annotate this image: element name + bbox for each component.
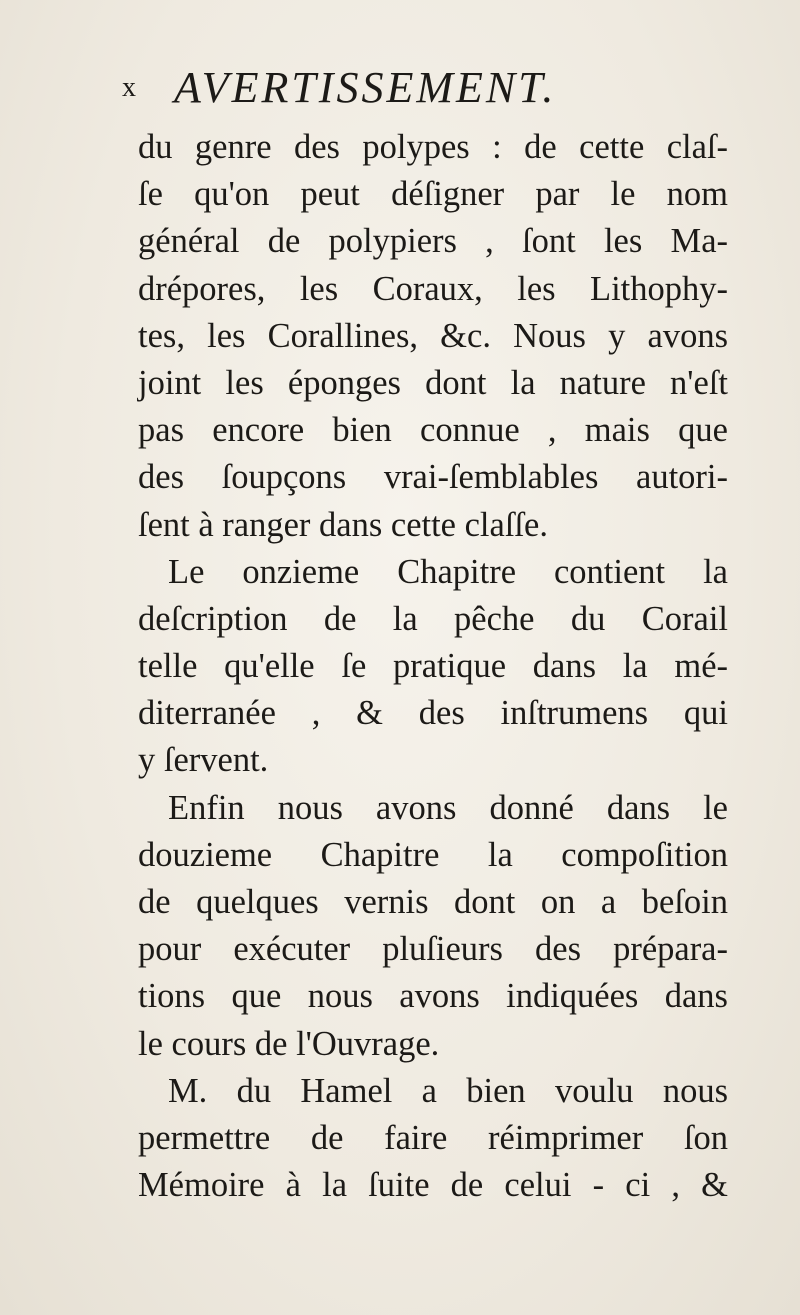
running-title: AVERTISSEMENT.	[174, 63, 557, 112]
text-line: tions que nous avons indiquées dans	[138, 977, 728, 1016]
text-line: M. du Hamel a bien voulu nous	[168, 1071, 728, 1110]
text-line: Enfin nous avons donné dans le	[168, 788, 728, 827]
text-line: des ſoupçons vrai-ſemblables autori-	[138, 458, 728, 497]
text-line: deſcription de la pêche du Corail	[138, 599, 728, 638]
text-line: y ſervent.	[138, 741, 269, 780]
body-text	[138, 124, 728, 1209]
text-line: général de polypiers , ſont les Ma-	[138, 222, 728, 261]
text-line: tes, les Corallines, &c. Nous y avons	[138, 316, 728, 355]
text-line: telle qu'elle ſe pratique dans la mé-	[138, 647, 728, 686]
text-line: du genre des polypes : de cette claſ-	[138, 128, 728, 166]
text-line: pour exécuter pluſieurs des prépara-	[138, 930, 728, 969]
text-line: Le onzieme Chapitre contient la	[168, 552, 728, 591]
page-header	[122, 62, 682, 112]
text-line: pas encore bien connue , mais que	[138, 411, 728, 450]
text-line: le cours de l'Ouvrage.	[138, 1024, 440, 1063]
page-number: x	[122, 72, 136, 103]
text-line: permettre de faire réimprimer ſon	[138, 1118, 728, 1157]
text-line: drépores, les Coraux, les Lithophy-	[138, 269, 728, 308]
text-line: de quelques vernis dont on a beſoin	[138, 883, 728, 921]
text-line: Mémoire à la ſuite de celui - ci , &	[138, 1166, 728, 1205]
text-line: ſent à ranger dans cette claſſe.	[138, 505, 548, 544]
text-line: joint les éponges dont la nature n'eſt	[138, 363, 728, 402]
text-line: diterranée , & des inſtrumens qui	[138, 694, 728, 733]
text-line: ſe qu'on peut déſigner par le nom	[138, 175, 728, 214]
text-line: douzieme Chapitre la compoſition	[138, 835, 728, 874]
